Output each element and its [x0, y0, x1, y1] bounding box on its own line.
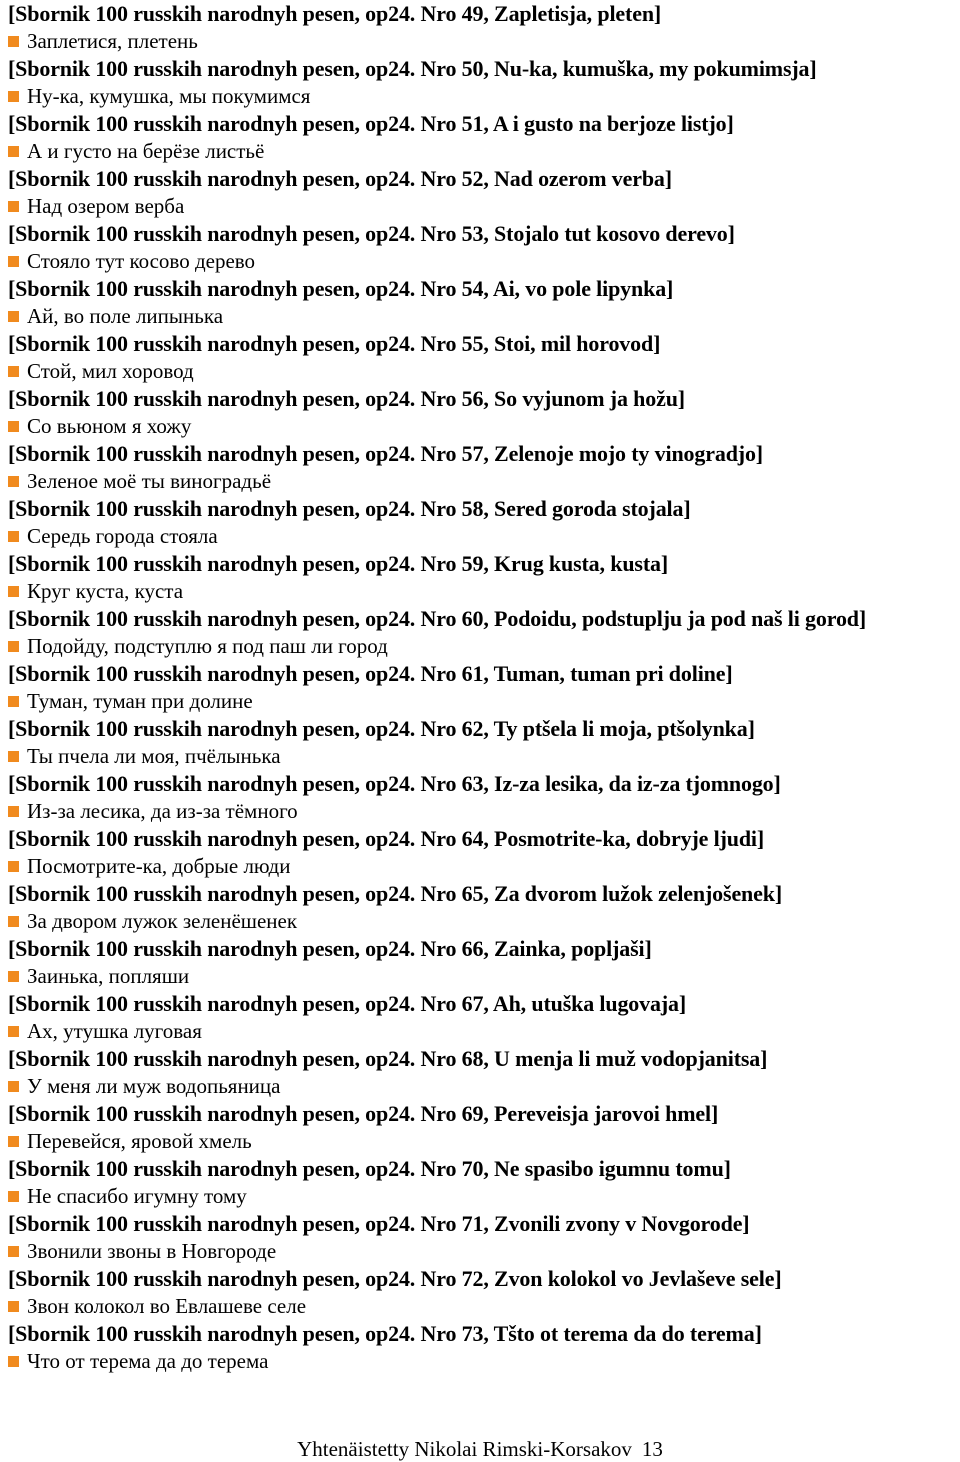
song-name: Круг куста, куста: [27, 578, 184, 603]
orange-square-icon: [8, 421, 19, 432]
entry-song-line: [8, 1183, 960, 1211]
entry-song-line: [8, 248, 960, 276]
entry-title: [Sbornik 100 russkih narodnyh pesen, op24. Nro 59, Krug kusta, kusta]: [8, 551, 669, 576]
entry-song-line: [8, 83, 960, 111]
list-item: [8, 605, 960, 660]
entry-song-line: [8, 523, 960, 551]
list-item: [8, 660, 960, 715]
entry-song-line: [8, 358, 960, 386]
song-name: Ай, во поле липынька: [27, 303, 224, 328]
orange-square-icon: [8, 91, 19, 102]
list-item: [8, 110, 960, 165]
entry-title: [Sbornik 100 russkih narodnyh pesen, op24. Nro 58, Sered goroda stojala]: [8, 496, 691, 521]
entry-song-line: [8, 468, 960, 496]
song-name: Зеленое моё ты виноградьё: [27, 468, 272, 493]
song-name: Ты пчела ли моя, пчёлынька: [27, 743, 281, 768]
orange-square-icon: [8, 366, 19, 377]
entry-title: [Sbornik 100 russkih narodnyh pesen, op24. Nro 62, Ty ptšela li moja, ptšolynka]: [8, 716, 755, 741]
list-item: [8, 1265, 960, 1320]
entry-song-line: [8, 1073, 960, 1101]
song-name: За двором лужок зеленёшенек: [27, 908, 298, 933]
entry-song-line: [8, 743, 960, 771]
entry-title: [Sbornik 100 russkih narodnyh pesen, op24. Nro 52, Nad ozerom verba]: [8, 166, 672, 191]
list-item: [8, 1100, 960, 1155]
song-name: У меня ли муж водопьяница: [27, 1073, 281, 1098]
list-item: [8, 1320, 960, 1375]
entry-title: [Sbornik 100 russkih narodnyh pesen, op24. Nro 63, Iz-za lesika, da iz-za tjomnogo]: [8, 771, 781, 796]
orange-square-icon: [8, 146, 19, 157]
song-name: Заинька, попляши: [27, 963, 190, 988]
entry-title: [Sbornik 100 russkih narodnyh pesen, op24. Nro 53, Stojalo tut kosovo derevo]: [8, 221, 735, 246]
orange-square-icon: [8, 1191, 19, 1202]
entry-song-line: [8, 798, 960, 826]
orange-square-icon: [8, 476, 19, 487]
entry-title: [Sbornik 100 russkih narodnyh pesen, op24. Nro 61, Tuman, tuman pri doline]: [8, 661, 733, 686]
entry-title: [Sbornik 100 russkih narodnyh pesen, op24. Nro 66, Zainka, popljaši]: [8, 936, 652, 961]
entry-song-line: [8, 303, 960, 331]
orange-square-icon: [8, 531, 19, 542]
list-item: [8, 165, 960, 220]
entry-title: [Sbornik 100 russkih narodnyh pesen, op24. Nro 54, Ai, vo pole lipynka]: [8, 276, 674, 301]
entry-title: [Sbornik 100 russkih narodnyh pesen, op24. Nro 50, Nu-ka, kumuška, my pokumimsja]: [8, 56, 817, 81]
entry-song-line: [8, 633, 960, 661]
entry-song-line: [8, 578, 960, 606]
entry-song-line: [8, 963, 960, 991]
entry-title: [Sbornik 100 russkih narodnyh pesen, op24. Nro 72, Zvon kolokol vo Jevlaševe sele]: [8, 1266, 782, 1291]
list-item: [8, 1210, 960, 1265]
song-name: Над озером верба: [27, 193, 185, 218]
list-item: [8, 550, 960, 605]
orange-square-icon: [8, 201, 19, 212]
entry-song-line: [8, 193, 960, 221]
entry-title: [Sbornik 100 russkih narodnyh pesen, op24. Nro 51, A i gusto na berjoze listjo]: [8, 111, 734, 136]
orange-square-icon: [8, 311, 19, 322]
entry-song-line: [8, 1348, 960, 1376]
orange-square-icon: [8, 586, 19, 597]
song-name: Ах, утушка луговая: [27, 1018, 202, 1043]
song-name: Со вьюном я хожу: [27, 413, 192, 438]
song-name: Посмотрите-ка, добрые люди: [27, 853, 291, 878]
entry-title: [Sbornik 100 russkih narodnyh pesen, op24. Nro 67, Ah, utuška lugovaja]: [8, 991, 687, 1016]
entry-song-line: [8, 28, 960, 56]
song-name: Из-за лесика, да из-за тёмного: [27, 798, 298, 823]
entry-title: [Sbornik 100 russkih narodnyh pesen, op24. Nro 57, Zelenoje mojo ty vinogradjo]: [8, 441, 763, 466]
entry-title: [Sbornik 100 russkih narodnyh pesen, op24. Nro 55, Stoi, mil horovod]: [8, 331, 661, 356]
list-item: [8, 275, 960, 330]
orange-square-icon: [8, 806, 19, 817]
entry-song-line: [8, 413, 960, 441]
entry-song-line: [8, 1293, 960, 1321]
song-name: Подойду, подступлю я под паш ли город: [27, 633, 388, 658]
entry-song-line: [8, 1238, 960, 1266]
footer-text: Yhtenäistetty Nikolai Rimski-Korsakov: [297, 1437, 632, 1461]
entry-song-line: [8, 853, 960, 881]
entry-title: [Sbornik 100 russkih narodnyh pesen, op24. Nro 60, Podoidu, podstuplju ja pod naš li gorod]: [8, 606, 867, 631]
list-item: [8, 385, 960, 440]
orange-square-icon: [8, 916, 19, 927]
orange-square-icon: [8, 696, 19, 707]
entry-song-line: [8, 688, 960, 716]
song-name: Стой, мил хоровод: [27, 358, 194, 383]
song-name: А и густо на берёзе листьё: [27, 138, 265, 163]
entry-title: [Sbornik 100 russkih narodnyh pesen, op24. Nro 69, Pereveisja jarovoi hmel]: [8, 1101, 719, 1126]
list-item: [8, 770, 960, 825]
song-list: [8, 0, 960, 1375]
entry-title: [Sbornik 100 russkih narodnyh pesen, op24. Nro 70, Ne spasibo igumnu tomu]: [8, 1156, 731, 1181]
list-item: [8, 880, 960, 935]
song-name: Звонили звоны в Новгороде: [27, 1238, 277, 1263]
list-item: [8, 220, 960, 275]
list-item: [8, 440, 960, 495]
orange-square-icon: [8, 1246, 19, 1257]
orange-square-icon: [8, 1136, 19, 1147]
orange-square-icon: [8, 256, 19, 267]
list-item: [8, 55, 960, 110]
song-name: Ну-ка, кумушка, мы покумимся: [27, 83, 311, 108]
page-footer: [0, 1436, 960, 1462]
entry-song-line: [8, 908, 960, 936]
orange-square-icon: [8, 36, 19, 47]
orange-square-icon: [8, 1081, 19, 1092]
list-item: [8, 715, 960, 770]
list-item: [8, 990, 960, 1045]
song-name: Заплетися, плетень: [27, 28, 198, 53]
orange-square-icon: [8, 1301, 19, 1312]
song-name: Стояло тут косово дерево: [27, 248, 256, 273]
song-name: Туман, туман при долине: [27, 688, 253, 713]
song-name: Звон колокол во Евлашеве селе: [27, 1293, 307, 1318]
song-name: Перевейся, яровой хмель: [27, 1128, 252, 1153]
list-item: [8, 1045, 960, 1100]
entry-song-line: [8, 1018, 960, 1046]
list-item: [8, 825, 960, 880]
entry-title: [Sbornik 100 russkih narodnyh pesen, op24. Nro 71, Zvonili zvony v Novgorode]: [8, 1211, 750, 1236]
entry-title: [Sbornik 100 russkih narodnyh pesen, op24. Nro 56, So vyjunom ja hožu]: [8, 386, 685, 411]
orange-square-icon: [8, 751, 19, 762]
entry-title: [Sbornik 100 russkih narodnyh pesen, op24. Nro 68, U menja li muž vodopjanitsa]: [8, 1046, 768, 1071]
page-number: 13: [641, 1437, 663, 1461]
entry-song-line: [8, 138, 960, 166]
list-item: [8, 330, 960, 385]
list-item: [8, 1155, 960, 1210]
orange-square-icon: [8, 1356, 19, 1367]
list-item: [8, 0, 960, 55]
entry-title: [Sbornik 100 russkih narodnyh pesen, op24. Nro 73, Tšto ot terema da do terema]: [8, 1321, 762, 1346]
entry-title: [Sbornik 100 russkih narodnyh pesen, op24. Nro 64, Posmotrite-ka, dobryje ljudi]: [8, 826, 765, 851]
song-name: Что от терема да до терема: [27, 1348, 269, 1373]
entry-title: [Sbornik 100 russkih narodnyh pesen, op24. Nro 49, Zapletisja, pleten]: [8, 1, 662, 26]
song-name: Середь города стояла: [27, 523, 218, 548]
song-name: Не спасибо игумну тому: [27, 1183, 247, 1208]
entry-title: [Sbornik 100 russkih narodnyh pesen, op24. Nro 65, Za dvorom lužok zelenjošenek]: [8, 881, 783, 906]
entry-song-line: [8, 1128, 960, 1156]
orange-square-icon: [8, 641, 19, 652]
orange-square-icon: [8, 861, 19, 872]
list-item: [8, 495, 960, 550]
orange-square-icon: [8, 1026, 19, 1037]
orange-square-icon: [8, 971, 19, 982]
list-item: [8, 935, 960, 990]
